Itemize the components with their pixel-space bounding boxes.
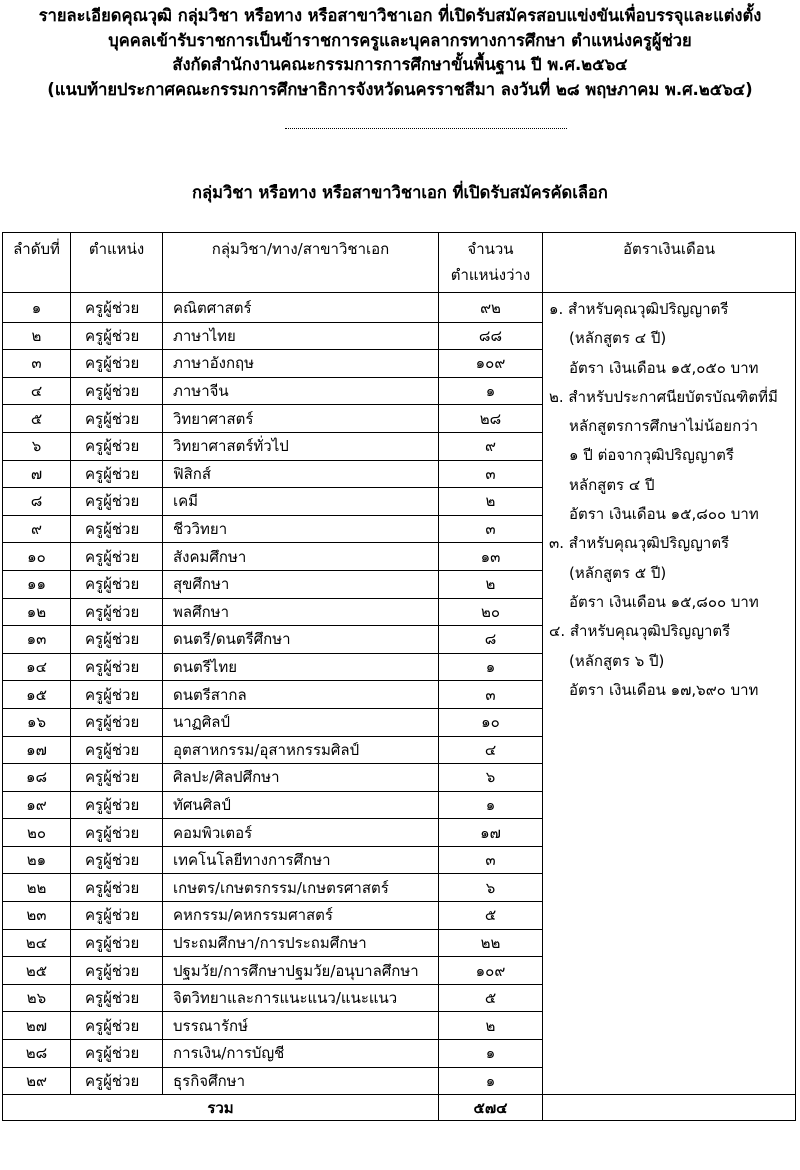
row-count: ๒: [439, 488, 543, 516]
row-count: ๓: [439, 681, 543, 709]
row-position: ครูผู้ช่วย: [71, 736, 163, 764]
header-line-3: สังกัดสำนักงานคณะกรรมการการศึกษาขั้นพื้นฐาน ปี พ.ศ.๒๕๖๔: [172, 55, 628, 74]
row-count: ๙๒: [439, 293, 543, 323]
salary-line: ๒. สำหรับประกาศนียบัตรบัณฑิตที่มี: [549, 387, 778, 406]
header-line-4: (แนบท้ายประกาศคณะกรรมการศึกษาธิการจังหวัดนครราชสีมา ลงวันที่ ๒๘ พฤษภาคม พ.ศ.๒๕๖๔): [47, 79, 753, 99]
row-subject: ชีววิทยา: [163, 515, 439, 543]
row-number: ๒๘: [3, 1040, 71, 1068]
row-subject: วิทยาศาสตร์: [163, 405, 439, 433]
total-empty-cell: [543, 1095, 796, 1121]
row-subject: ศิลปะ/ศิลปศึกษา: [163, 764, 439, 792]
row-position: ครูผู้ช่วย: [71, 570, 163, 598]
row-number: ๒๓: [3, 902, 71, 930]
row-count: ๑๓: [439, 543, 543, 571]
row-number: ๑: [3, 293, 71, 323]
row-count: ๑: [439, 1040, 543, 1068]
table-header-row: [3, 233, 796, 293]
row-number: ๑๔: [3, 653, 71, 681]
salary-line: ๔. สำหรับคุณวุฒิปริญญาตรี: [549, 622, 731, 641]
row-count: ๒๘: [439, 405, 543, 433]
row-count: ๕: [439, 984, 543, 1012]
row-position: ครูผู้ช่วย: [71, 653, 163, 681]
row-number: ๒๔: [3, 929, 71, 957]
row-number: ๒๕: [3, 957, 71, 985]
row-count: ๖: [439, 874, 543, 902]
row-number: ๒๖: [3, 984, 71, 1012]
row-subject: วิทยาศาสตร์ทั่วไป: [163, 432, 439, 460]
salary-line: หลักสูตร ๔ ปี: [569, 475, 655, 494]
row-position: ครูผู้ช่วย: [71, 432, 163, 460]
row-count: ๑: [439, 653, 543, 681]
row-subject: ฟิสิกส์: [163, 460, 439, 488]
row-position: ครูผู้ช่วย: [71, 846, 163, 874]
row-number: ๒๐: [3, 819, 71, 847]
row-number: ๒๙: [3, 1067, 71, 1095]
total-value: ๕๗๔: [439, 1095, 543, 1121]
row-subject: ดนตรีไทย: [163, 653, 439, 681]
document-header: [0, 4, 800, 102]
row-position: ครูผู้ช่วย: [71, 957, 163, 985]
col-header-position: ตำแหน่ง: [71, 233, 163, 293]
row-count: ๑๗: [439, 819, 543, 847]
row-subject: ดนตรี/ดนตรีศึกษา: [163, 626, 439, 654]
total-label: รวม: [3, 1095, 439, 1121]
row-subject: ธุรกิจศึกษา: [163, 1067, 439, 1095]
row-number: ๑๘: [3, 764, 71, 792]
row-subject: การเงิน/การบัญชี: [163, 1040, 439, 1068]
row-subject: ทัศนศิลป์: [163, 791, 439, 819]
row-number: ๑๗: [3, 736, 71, 764]
row-number: ๑๕: [3, 681, 71, 709]
col-header-count-line1: จำนวน: [467, 240, 514, 258]
col-header-count-line2: ตำแหน่งว่าง: [450, 266, 531, 284]
row-subject: ปฐมวัย/การศึกษาปฐมวัย/อนุบาลศึกษา: [163, 957, 439, 985]
row-count: ๔: [439, 736, 543, 764]
row-number: ๒๑: [3, 846, 71, 874]
row-number: ๘: [3, 488, 71, 516]
row-number: ๑๓: [3, 626, 71, 654]
row-count: ๒: [439, 1012, 543, 1040]
row-position: ครูผู้ช่วย: [71, 598, 163, 626]
row-count: ๑: [439, 377, 543, 405]
row-subject: จิตวิทยาและการแนะแนว/แนะแนว: [163, 984, 439, 1012]
row-subject: ดนตรีสากล: [163, 681, 439, 709]
col-header-count: [439, 233, 543, 293]
row-number: ๒: [3, 322, 71, 350]
row-subject: เกษตร/เกษตรกรรม/เกษตรศาสตร์: [163, 874, 439, 902]
row-position: ครูผู้ช่วย: [71, 1040, 163, 1068]
row-position: ครูผู้ช่วย: [71, 791, 163, 819]
salary-line: ๑. สำหรับคุณวุฒิปริญญาตรี: [549, 300, 729, 318]
row-subject: นาฏศิลป์: [163, 708, 439, 736]
row-position: ครูผู้ช่วย: [71, 681, 163, 709]
row-number: ๑๑: [3, 570, 71, 598]
row-number: ๒๗: [3, 1012, 71, 1040]
row-count: ๓: [439, 460, 543, 488]
row-subject: ภาษาอังกฤษ: [163, 350, 439, 378]
row-count: ๑๐๙: [439, 957, 543, 985]
salary-line: (หลักสูตร ๖ ปี): [569, 651, 665, 670]
row-number: ๔: [3, 377, 71, 405]
row-count: ๘: [439, 626, 543, 654]
row-position: ครูผู้ช่วย: [71, 1012, 163, 1040]
col-header-subject: กลุ่มวิชา/ทาง/สาขาวิชาเอก: [163, 233, 439, 293]
salary-line: ๑ ปี ต่อจากวุฒิปริญญาตรี: [569, 446, 734, 465]
salary-line: หลักสูตรการศึกษาไม่น้อยกว่า: [569, 417, 759, 436]
vacancy-table: [2, 232, 796, 1121]
row-subject: คหกรรม/คหกรรมศาสตร์: [163, 902, 439, 930]
row-position: ครูผู้ช่วย: [71, 984, 163, 1012]
row-count: ๒๒: [439, 929, 543, 957]
row-position: ครูผู้ช่วย: [71, 488, 163, 516]
salary-line: อัตรา เงินเดือน ๑๕,๐๕๐ บาท: [569, 358, 759, 377]
row-position: ครูผู้ช่วย: [71, 460, 163, 488]
row-subject: ภาษาไทย: [163, 322, 439, 350]
row-position: ครูผู้ช่วย: [71, 350, 163, 378]
salary-line: อัตรา เงินเดือน ๑๕,๘๐๐ บาท: [569, 505, 759, 524]
col-header-salary: อัตราเงินเดือน: [543, 233, 796, 293]
row-number: ๓: [3, 350, 71, 378]
salary-line: อัตรา เงินเดือน ๑๗,๖๙๐ บาท: [569, 680, 759, 699]
salary-line: (หลักสูตร ๕ ปี): [569, 563, 667, 582]
row-subject: อุตสาหกรรม/อุสาหกรรมศิลป์: [163, 736, 439, 764]
row-count: ๒: [439, 570, 543, 598]
row-number: ๑๙: [3, 791, 71, 819]
row-number: ๑๒: [3, 598, 71, 626]
row-number: ๒๒: [3, 874, 71, 902]
row-position: ครูผู้ช่วย: [71, 543, 163, 571]
row-count: ๒๐: [439, 598, 543, 626]
salary-line: (หลักสูตร ๔ ปี): [569, 329, 667, 348]
row-number: ๕: [3, 405, 71, 433]
row-count: ๑: [439, 791, 543, 819]
table-subtitle: กลุ่มวิชา หรือทาง หรือสาขาวิชาเอก ที่เปิดรับสมัครคัดเลือก: [192, 183, 608, 202]
row-position: ครูผู้ช่วย: [71, 929, 163, 957]
col-header-no: ลำดับที่: [3, 233, 71, 293]
row-subject: เคมี: [163, 488, 439, 516]
dotted-divider: [285, 128, 567, 129]
row-subject: สุขศึกษา: [163, 570, 439, 598]
row-count: ๑๐: [439, 708, 543, 736]
row-count: ๓: [439, 515, 543, 543]
table-row: [3, 293, 796, 323]
header-line-2: บุคคลเข้ารับราชการเป็นข้าราชการครูและบุคลากรทางการศึกษา ตำแหน่งครูผู้ช่วย: [108, 30, 692, 50]
row-count: ๕: [439, 902, 543, 930]
row-subject: สังคมศึกษา: [163, 543, 439, 571]
row-position: ครูผู้ช่วย: [71, 377, 163, 405]
row-position: ครูผู้ช่วย: [71, 322, 163, 350]
row-position: ครูผู้ช่วย: [71, 515, 163, 543]
row-subject: ประถมศึกษา/การประถมศึกษา: [163, 929, 439, 957]
row-count: ๑: [439, 1067, 543, 1095]
row-position: ครูผู้ช่วย: [71, 1067, 163, 1095]
salary-rates-cell: [543, 293, 796, 1095]
row-position: ครูผู้ช่วย: [71, 626, 163, 654]
row-number: ๖: [3, 432, 71, 460]
row-position: ครูผู้ช่วย: [71, 293, 163, 323]
row-position: ครูผู้ช่วย: [71, 708, 163, 736]
row-number: ๑๐: [3, 543, 71, 571]
row-count: ๘๘: [439, 322, 543, 350]
total-row: [3, 1095, 796, 1121]
row-count: ๓: [439, 846, 543, 874]
header-line-1: รายละเอียดคุณวุฒิ กลุ่มวิชา หรือทาง หรือสาขาวิชาเอก ที่เปิดรับสมัครสอบแข่งขันเพื่อบรรจุและแต่งตั้ง: [38, 6, 762, 25]
row-subject: คณิตศาสตร์: [163, 293, 439, 323]
row-position: ครูผู้ช่วย: [71, 764, 163, 792]
row-number: ๑๖: [3, 708, 71, 736]
row-subject: พลศึกษา: [163, 598, 439, 626]
row-subject: ภาษาจีน: [163, 377, 439, 405]
row-position: ครูผู้ช่วย: [71, 819, 163, 847]
row-subject: เทคโนโลยีทางการศึกษา: [163, 846, 439, 874]
row-position: ครูผู้ช่วย: [71, 405, 163, 433]
salary-line: อัตรา เงินเดือน ๑๕,๘๐๐ บาท: [569, 592, 759, 611]
row-count: ๖: [439, 764, 543, 792]
row-count: ๑๐๙: [439, 350, 543, 378]
row-position: ครูผู้ช่วย: [71, 874, 163, 902]
row-position: ครูผู้ช่วย: [71, 902, 163, 930]
table-body: [3, 293, 796, 1095]
row-count: ๙: [439, 432, 543, 460]
row-number: ๙: [3, 515, 71, 543]
row-subject: บรรณารักษ์: [163, 1012, 439, 1040]
row-subject: คอมพิวเตอร์: [163, 819, 439, 847]
row-number: ๗: [3, 460, 71, 488]
salary-line: ๓. สำหรับคุณวุฒิปริญญาตรี: [549, 534, 730, 553]
